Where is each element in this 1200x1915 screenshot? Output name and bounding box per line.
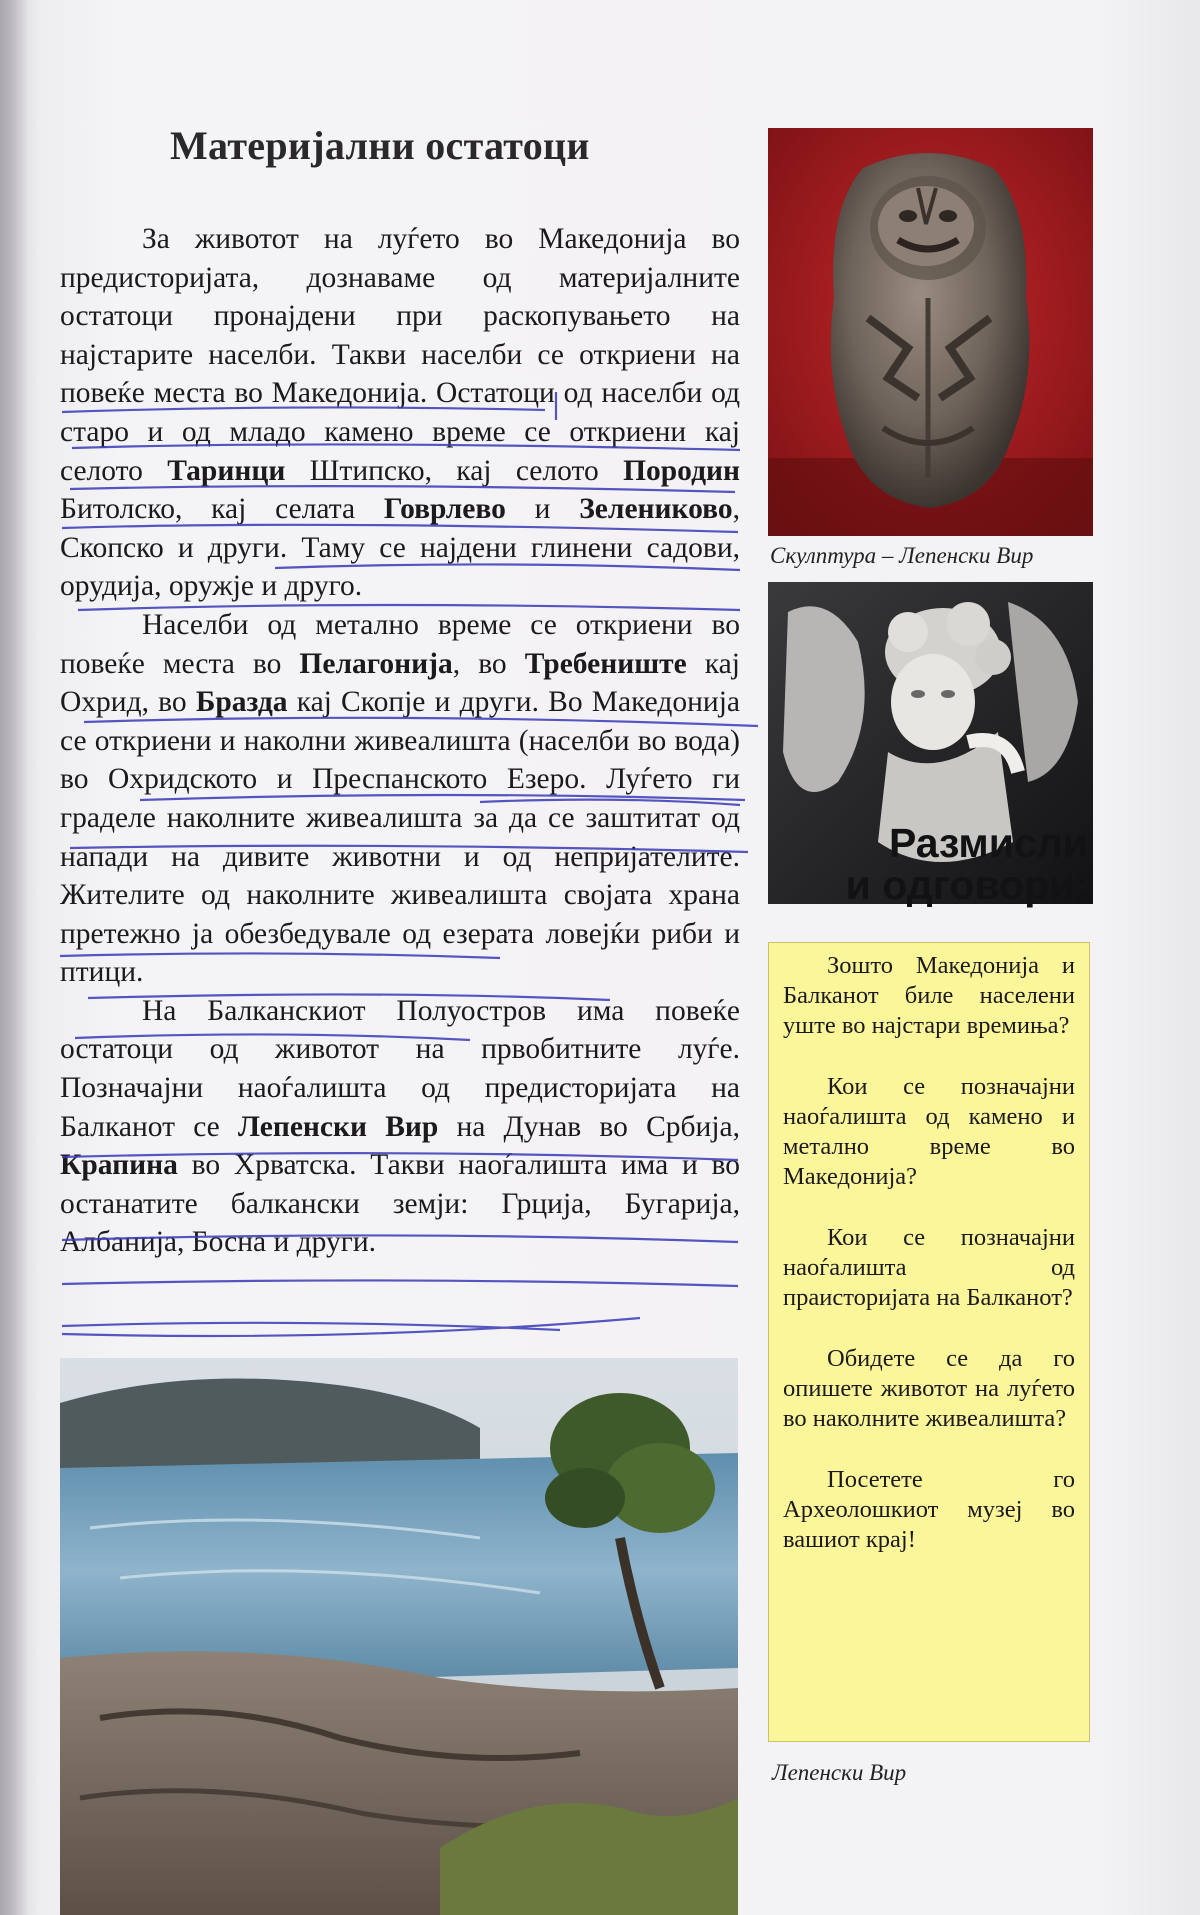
sculpture-caption: Скулптура – Лепенски Вир xyxy=(770,543,1034,568)
bold-term: Породин xyxy=(623,454,740,487)
bold-term: Таринци xyxy=(167,454,286,487)
text-run: кај Скопје и други. Во Македонија се откриени и наколни живеалишта (населби во вода) во Охридското и Преспанското Езеро. Луѓето ги граделе наколните живеалишта за да се заштитат од напади на дивите животни и од непријателите. Жителите од наколните живеалишта својата храна претежно ја обезбедувале од езерата ловејќи риби и птици. xyxy=(60,686,741,989)
text-run: Битолско, кај селата xyxy=(60,493,384,526)
page-title: Материјални остатоци xyxy=(170,123,590,168)
text-run: во Хрватска. Такви наоѓалишта има и во останатите балкански земји: Грција, Бугарија, Албанија, Босна и други. xyxy=(60,1149,740,1259)
bold-term: Говрлево xyxy=(383,493,506,526)
sculpture-photo xyxy=(768,128,1093,536)
questions-box xyxy=(768,942,1090,1742)
bold-term: Требениште xyxy=(524,647,687,680)
bold-term: Зелениково xyxy=(579,493,733,526)
question-item: Кои се позначајни наоѓалишта од праисторијата на Балканот? xyxy=(783,1224,1075,1311)
page-binding-shadow xyxy=(0,0,28,1915)
text-run: Населби од метално време се откриени во повеќе места во xyxy=(60,608,740,680)
text-run: кај Охрид, во xyxy=(60,647,740,719)
bold-term: Лепенски Вир xyxy=(237,1110,439,1143)
bold-term: Бразда xyxy=(195,686,288,719)
think-heading-line-2: и одговори: xyxy=(845,862,1088,908)
text-run: , Скопско и други. Таму се најдени глинени садови, орудија, оружје и друго. xyxy=(60,493,741,603)
text-run: За животот на луѓето во Македонија во предисторијата, дознаваме од материјалните остатоци пронајдени при раскопувањето на најстарите населби. Такви населби се откриени на повеќе места во Македонија. Остатоци од населби од старо и од младо камено време се откриени кај селото xyxy=(60,223,740,487)
paragraph-2 xyxy=(60,606,740,992)
text-run: на Дунав во Србија, xyxy=(438,1110,740,1143)
text-run: Штипско, кај селото xyxy=(285,454,624,487)
question-item: Кои се позначајни наоѓалишта од камено и метално време во Македонија? xyxy=(783,1073,1075,1190)
text-run: На Балканскиот Полуостров има повеќе остатоци од животот на првобитните луѓе. Позначајни наоѓалишта од предисторијата на Балканот се xyxy=(60,994,740,1143)
think-and-answer-heading xyxy=(798,822,1088,906)
bold-term: Крапина xyxy=(60,1149,178,1182)
question-list xyxy=(769,943,1089,1555)
think-heading-line-1: Размисли xyxy=(888,820,1088,866)
paragraph-1 xyxy=(60,220,740,606)
question-item: Посетете го Археолошкиот музеј во вашиот крај! xyxy=(783,1466,1075,1553)
text-run: , во xyxy=(452,647,525,680)
site-caption: Лепенски Вир xyxy=(772,1760,907,1785)
question-item: Обидете се да го опишете животот на луѓето во наколните живеалишта? xyxy=(783,1345,1075,1432)
lepenski-vir-photo xyxy=(60,1358,738,1915)
paragraph-3 xyxy=(60,992,740,1262)
bold-term: Пелагонија xyxy=(299,647,453,680)
text-run: и xyxy=(505,493,580,526)
question-item: Зошто Македонија и Балканот биле населени уште во најстари времиња? xyxy=(783,952,1075,1039)
main-text xyxy=(60,220,740,1262)
